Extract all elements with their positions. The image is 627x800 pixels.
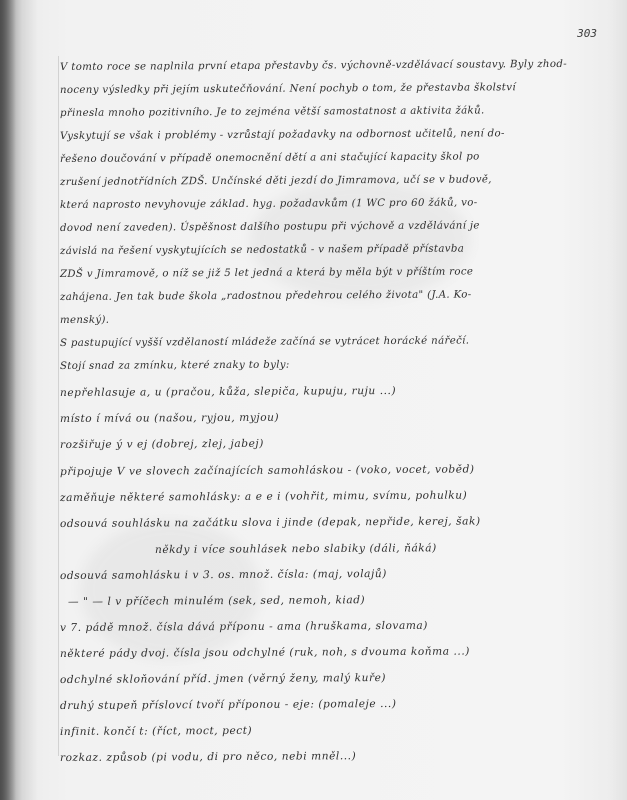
dialect-feature-line: zaměňuje některé samohlásky: a e e i (vohřit, mimu, svímu, pohulku)	[59, 489, 468, 504]
dialect-feature-line: infinit. končí t: (říct, moct, pect)	[59, 724, 253, 738]
dialect-feature-line: některé pády dvoj. čísla jsou odchylné (ruk, noh, s dvouma koňma ...)	[59, 645, 470, 660]
text-line: která naprosto nevyhovuje základ. hyg. požadavkům (1 WC pro 60 žáků, vo-	[59, 197, 478, 211]
left-margin-line	[58, 56, 59, 756]
binding-shadow	[0, 0, 16, 800]
text-line: dovod není zaveden). Úspěšnost dalšího postupu při výchově a vzdělávání je	[59, 220, 480, 234]
text-line: přinesla mnoho pozitivního. Je to zejména větší samostatnost a aktivita žáků.	[59, 105, 485, 119]
dialect-feature-line: místo í mívá ou (našou, ryjou, myjou)	[59, 411, 280, 425]
dialect-feature-line: rozkaz. způsob (pi vodu, di pro něco, nebi mněl...)	[59, 750, 357, 764]
dialect-feature-line: druhý stupeň příslovcí tvoří příponou - eje: (pomaleje ...)	[59, 697, 397, 712]
text-line: řešeno doučování v případě onemocnění dětí a ani stačující kapacity škol po	[59, 151, 480, 165]
text-line: noceny výsledky při jejím uskutečňování. Není pochyb o tom, že přestavba školství	[59, 82, 516, 96]
text-line: Stojí snad za zmínku, které znaky to byly:	[59, 359, 290, 372]
text-line: Vyskytují se však i problémy - vzrůstají požadavky na odbornost učitelů, není do-	[59, 128, 505, 142]
text-line: menský).	[59, 314, 110, 326]
text-line: S pastupující vyšší vzdělaností mládeže začíná se vytrácet horácké nářečí.	[59, 335, 470, 349]
dialect-feature-line: — " — l v příčech minulém (sek, sed, nemoh, kiad)	[67, 594, 366, 608]
dialect-feature-line: připojuje V ve slovech začínajících samohláskou - (voko, vocet, voběd)	[59, 463, 475, 478]
dialect-feature-line: někdy i více souhlásek nebo slabiky (dáli, ňáká)	[154, 542, 437, 556]
text-line: zahájena. Jen tak bude škola „radostnou předehrou celého života" (J.A. Ko-	[59, 289, 472, 303]
text-line: ZDŠ v Jimramově, o níž se již 5 let jedná a která by měla být v příštím roce	[59, 266, 474, 280]
text-line: V tomto roce se naplnila první etapa přestavby čs. výchovně-vzdělávací soustavy. Byly zhod-	[59, 58, 568, 73]
dialect-feature-line: rozšiřuje ý v ej (dobrej, zlej, jabej)	[59, 437, 264, 451]
text-line: závislá na řešení vyskytujících se nedostatků - v našem případě přístavba	[59, 243, 465, 257]
dialect-feature-line: nepřehlasuje a, u (pračou, kůža, slepiča, kupuju, ruju ...)	[59, 384, 397, 399]
page-number: 303	[577, 27, 597, 40]
paper-stain	[80, 520, 260, 660]
dialect-feature-line: v 7. pádě množ. čísla dává příponu - ama (hruškama, slovama)	[59, 619, 429, 634]
dialect-feature-line: odsouvá samohlásku i v 3. os. množ. čísla: (maj, volajů)	[59, 568, 387, 582]
dialect-feature-line: odsouvá souhlásku na začátku slova i jinde (depak, nepřide, kerej, šak)	[59, 515, 481, 530]
text-line: zrušení jednotřídních ZDŠ. Unčínské děti jezdí do Jimramova, učí se v budově,	[59, 174, 492, 188]
dialect-feature-line: odchylné skloňování příd. jmen (věrný ženy, malý kuře)	[59, 672, 387, 686]
